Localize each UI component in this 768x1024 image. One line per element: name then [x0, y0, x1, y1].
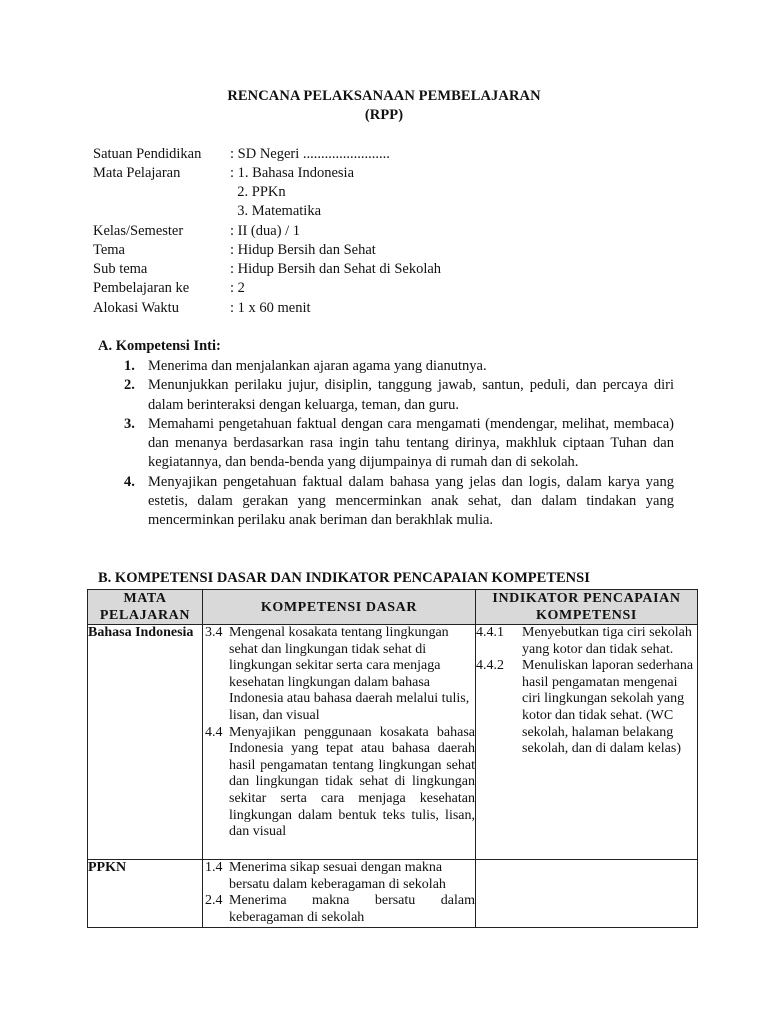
kd-code: 1.4 [205, 860, 223, 875]
kd-entry [203, 625, 475, 725]
column-header-kd: KOMPETENSI DASAR [203, 590, 476, 625]
identity-label: Sub tema [93, 261, 148, 277]
identity-label: Mata Pelajaran [93, 165, 181, 181]
identity-label: Kelas/Semester [93, 223, 184, 239]
indicator-code: 4.4.1 [476, 625, 504, 640]
kd-text: Menyajikan penggunaan kosakata bahasa Indonesia yang tepat atau bahasa daerah hasil pengamatan tentang lingkungan sehat dan lingkungan tidak sehat di lingkungan sekitar serta cara menjaga kesehatan lingkungan dalam bentuk teks tulis, lisan, dan visual [229, 724, 475, 840]
kd-code: 4.4 [205, 724, 223, 740]
document-title: RENCANA PELAKSANAAN PEMBELAJARAN [227, 88, 541, 104]
indicator-text: Menyebutkan tiga ciri sekolah yang kotor dan tidak sehat. [522, 625, 692, 657]
kompetensi-dasar-table [87, 589, 698, 928]
kd-code: 2.4 [205, 893, 223, 909]
document-subtitle: (RPP) [364, 107, 404, 123]
kd-text: Menerima sikap sesuai dengan makna bersatu dalam keberagaman di sekolah [229, 860, 446, 892]
kompetensi-inti-item [124, 415, 674, 473]
subject-cell: PPKN [88, 860, 203, 928]
kd-entry [203, 860, 475, 893]
indicator-cell [476, 860, 698, 928]
indicator-cell [476, 625, 698, 860]
section-a-heading: A. Kompetensi Inti: [98, 338, 221, 354]
kd-entry [203, 893, 475, 926]
identity-value: : Hidup Bersih dan Sehat di Sekolah [230, 261, 442, 277]
kd-text: Menerima makna bersatu dalam keberagaman di sekolah [229, 893, 475, 925]
table-header-row [88, 590, 698, 625]
subject-cell: Bahasa Indonesia [88, 625, 203, 860]
identity-value: : II (dua) / 1 [230, 223, 301, 239]
item-text: Menerima dan menjalankan ajaran agama yang dianutnya. [148, 358, 487, 374]
identity-value: : 2 [230, 280, 245, 296]
identity-label: Satuan Pendidikan [93, 146, 202, 162]
kd-text: Mengenal kosakata tentang lingkungan sehat dan lingkungan tidak sehat di lingkungan sekitar serta cara menjaga kesehatan lingkungan dalam bahasa Indonesia atau bahasa daerah melalui tulis, lisan, dan visual [229, 625, 470, 723]
kompetensi-inti-item [124, 357, 674, 376]
item-text: Menunjukkan perilaku jujur, disiplin, tanggung jawab, santun, peduli, dan percaya diri dalam berinteraksi dengan keluarga, teman, dan guru. [148, 377, 674, 413]
identity-label: Alokasi Waktu [93, 300, 179, 316]
table-row [88, 860, 698, 928]
indicator-text: Menuliskan laporan sederhana hasil pengamatan mengenai ciri lingkungan sekolah yang kotor dan tidak sehat. (WC sekolah, halaman belakang sekolah, dan di dalam kelas) [522, 658, 694, 757]
identity-label: Pembelajaran ke [93, 280, 190, 296]
indicator-code: 4.4.2 [476, 658, 504, 674]
kd-code: 3.4 [205, 625, 223, 640]
item-number: 3. [124, 415, 135, 432]
identity-value: : Hidup Bersih dan Sehat [230, 242, 376, 258]
indicator-entry [476, 625, 697, 658]
item-text: Menyajikan pengetahuan faktual dalam bahasa yang jelas dan logis, dalam karya yang estetis, dalam gerakan yang mencerminkan anak sehat, dan dalam tindakan yang mencerminkan perilaku anak beriman dan berakhlak mulia. [148, 473, 674, 529]
identity-value: : SD Negeri ........................ [230, 146, 390, 162]
item-number: 2. [124, 377, 135, 394]
identity-label: Tema [93, 242, 125, 258]
kd-entry [203, 725, 475, 841]
kompetensi-inti-item [124, 376, 674, 415]
identity-value: : 1 x 60 menit [230, 300, 311, 316]
kompetensi-inti-item [124, 473, 674, 531]
identity-value: 3. Matematika [230, 203, 322, 219]
identity-value: 2. PPKn [230, 184, 286, 200]
column-header-indicator: INDIKATOR PENCAPAIAN KOMPETENSI [476, 590, 698, 625]
identity-value: : 1. Bahasa Indonesia [230, 165, 355, 181]
column-header-subject: MATA PELAJARAN [88, 590, 203, 625]
item-number: 1. [124, 358, 135, 374]
kd-cell [203, 625, 476, 860]
table-row [88, 625, 698, 860]
indicator-entry [476, 658, 697, 758]
kd-cell [203, 860, 476, 928]
kompetensi-inti-list [124, 357, 674, 531]
item-number: 4. [124, 473, 135, 490]
section-b-heading: B. KOMPETENSI DASAR DAN INDIKATOR PENCAPAIAN KOMPETENSI [98, 570, 590, 586]
item-text: Memahami pengetahuan faktual dengan cara mengamati (mendengar, melihat, membaca) dan menanya berdasarkan rasa ingin tahu tentang dirinya, makhluk ciptaan Tuhan dan kegiatannya, dan benda-benda yang dijumpainya di rumah dan di sekolah. [148, 415, 674, 471]
